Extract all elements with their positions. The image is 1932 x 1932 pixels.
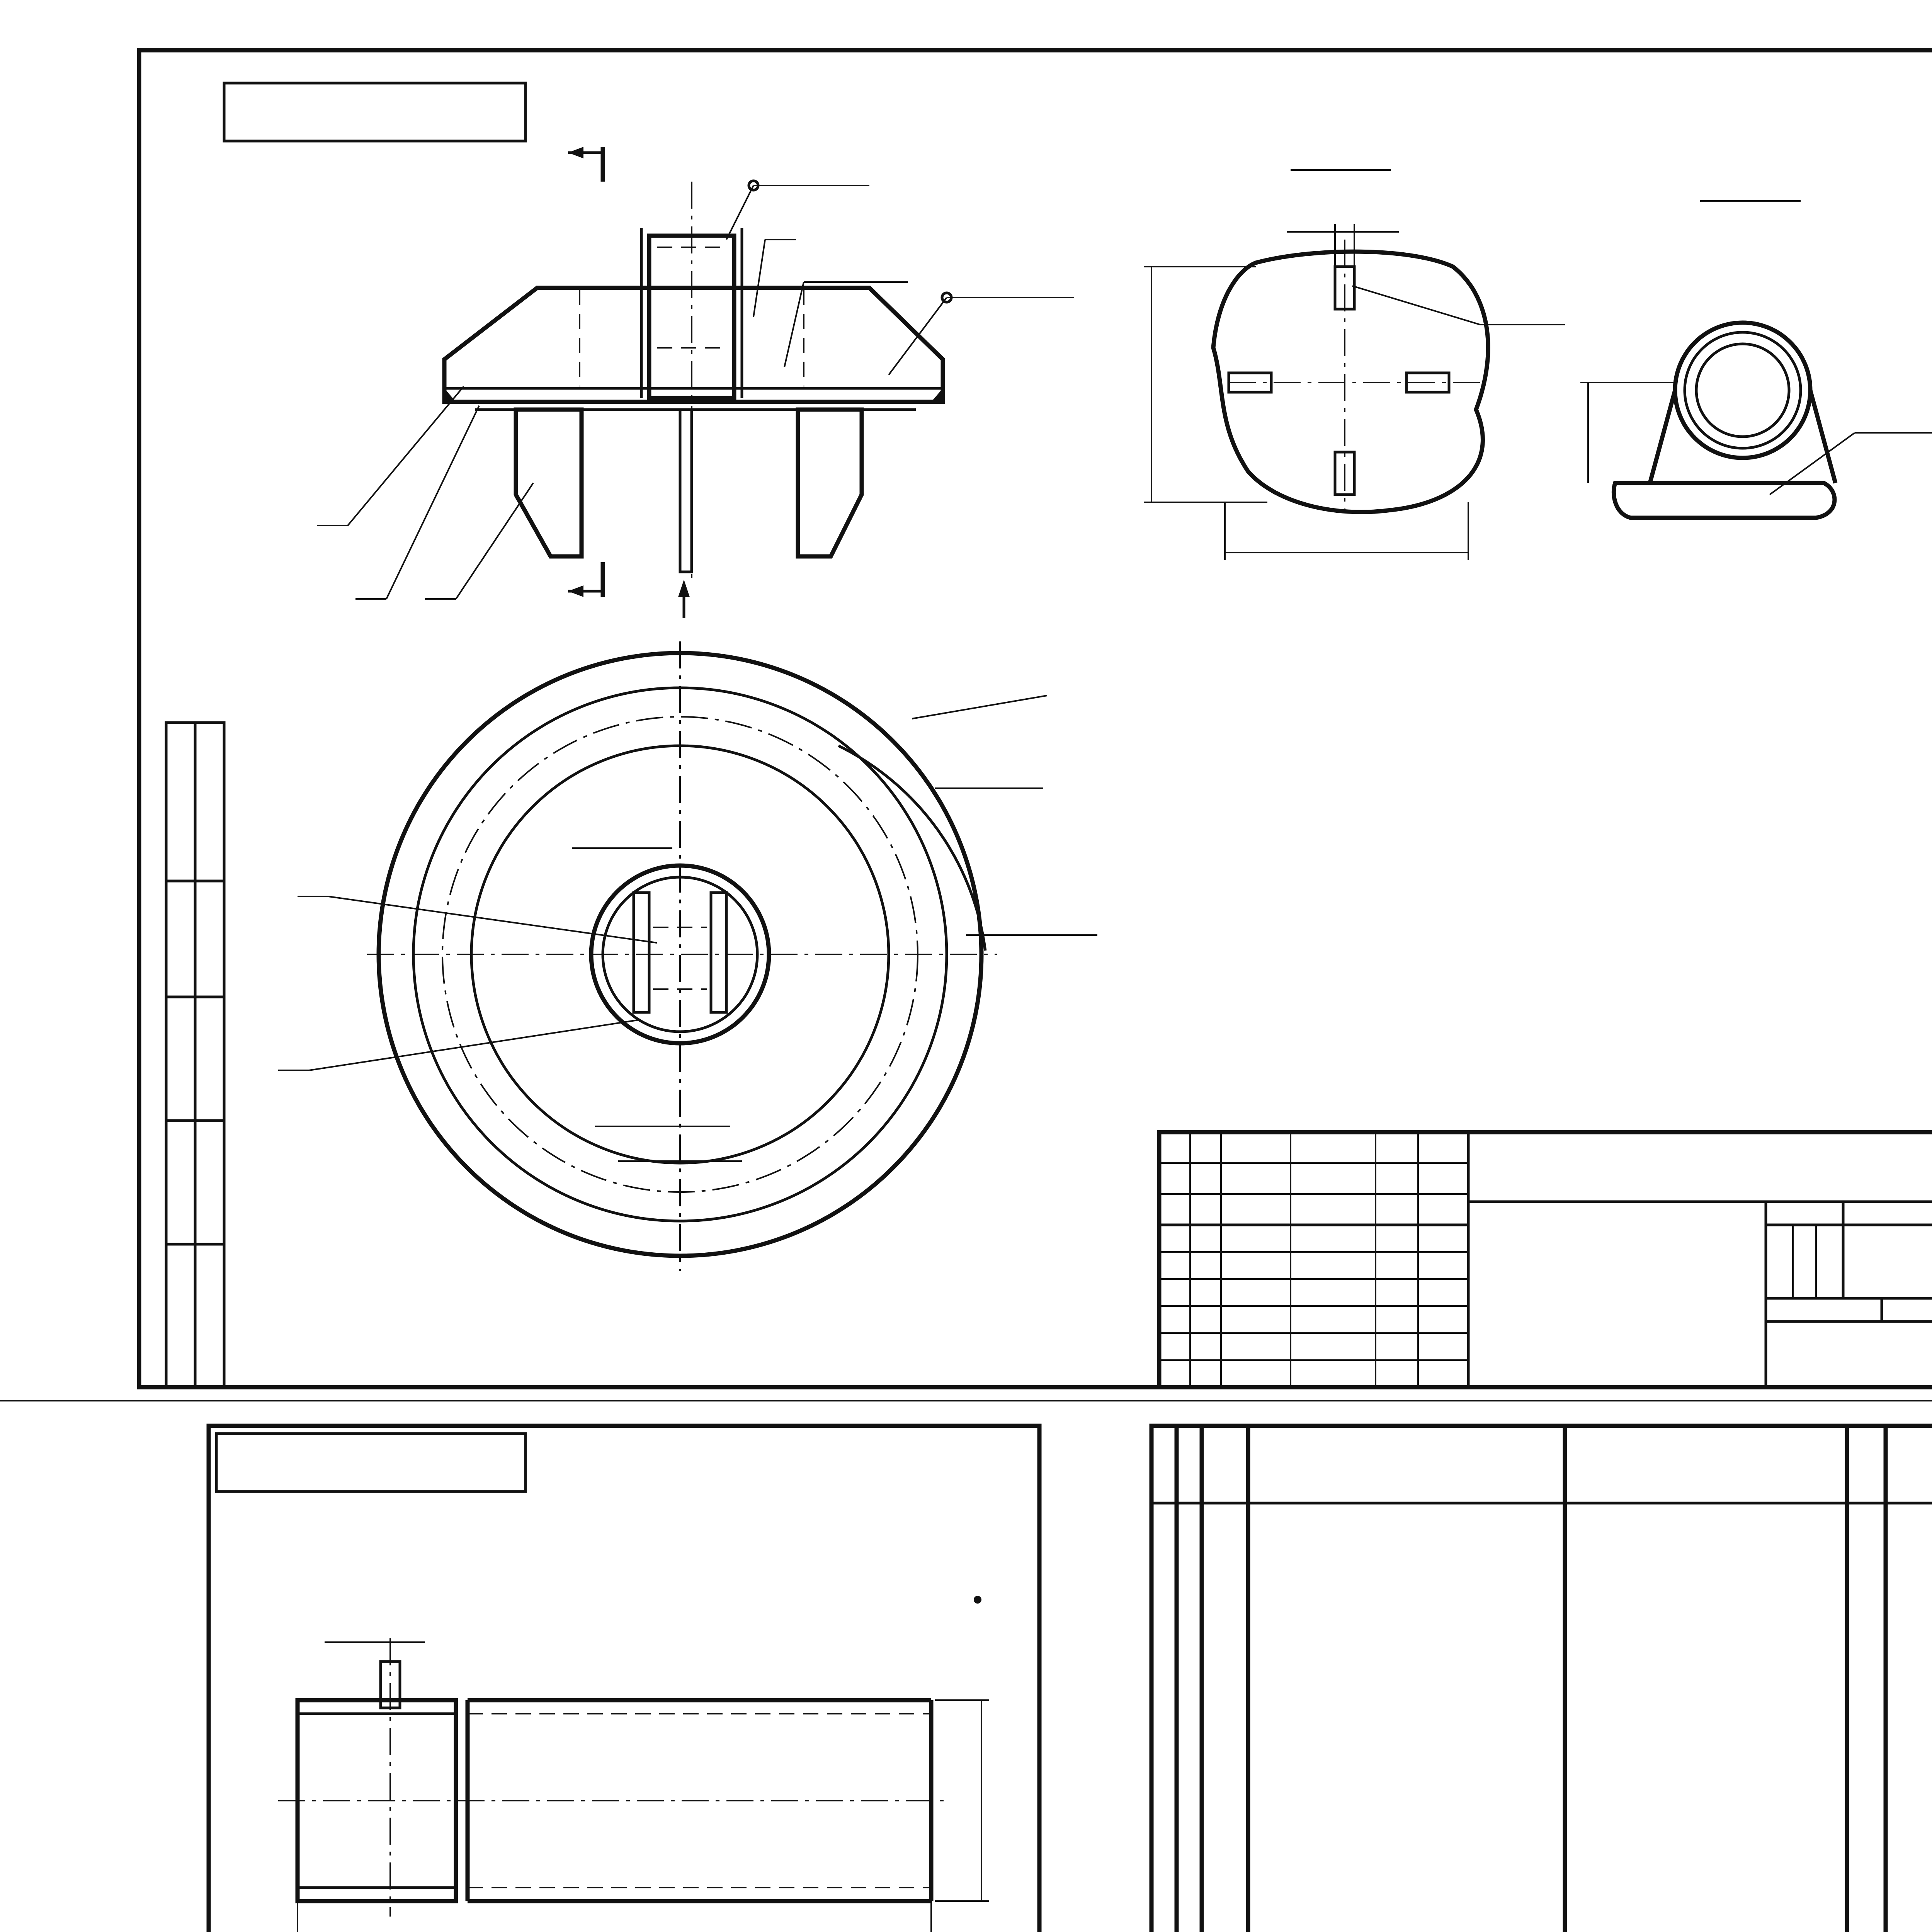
sheet1-frame <box>139 50 1932 1387</box>
plan-dimensions <box>572 696 1097 1161</box>
spec-table-grid <box>1151 1426 1932 1932</box>
section-a-marks <box>568 147 603 597</box>
sheet1-mirrored-code <box>224 83 526 141</box>
sheet2-mirrored-code <box>216 1434 526 1492</box>
section-aa <box>1580 201 1932 518</box>
weld-leaders <box>726 181 1074 375</box>
sheet1-stamp-column <box>166 723 224 1387</box>
view-b-arrow <box>678 580 690 618</box>
sheet2-frame <box>209 1426 1039 1932</box>
sheet1-title-block <box>1159 1132 1932 1387</box>
view-b <box>1144 170 1565 560</box>
plan-view <box>367 641 997 1271</box>
sheet2-dot <box>974 1596 981 1604</box>
pipe-view <box>278 1638 989 1932</box>
elevation-view <box>444 182 943 580</box>
